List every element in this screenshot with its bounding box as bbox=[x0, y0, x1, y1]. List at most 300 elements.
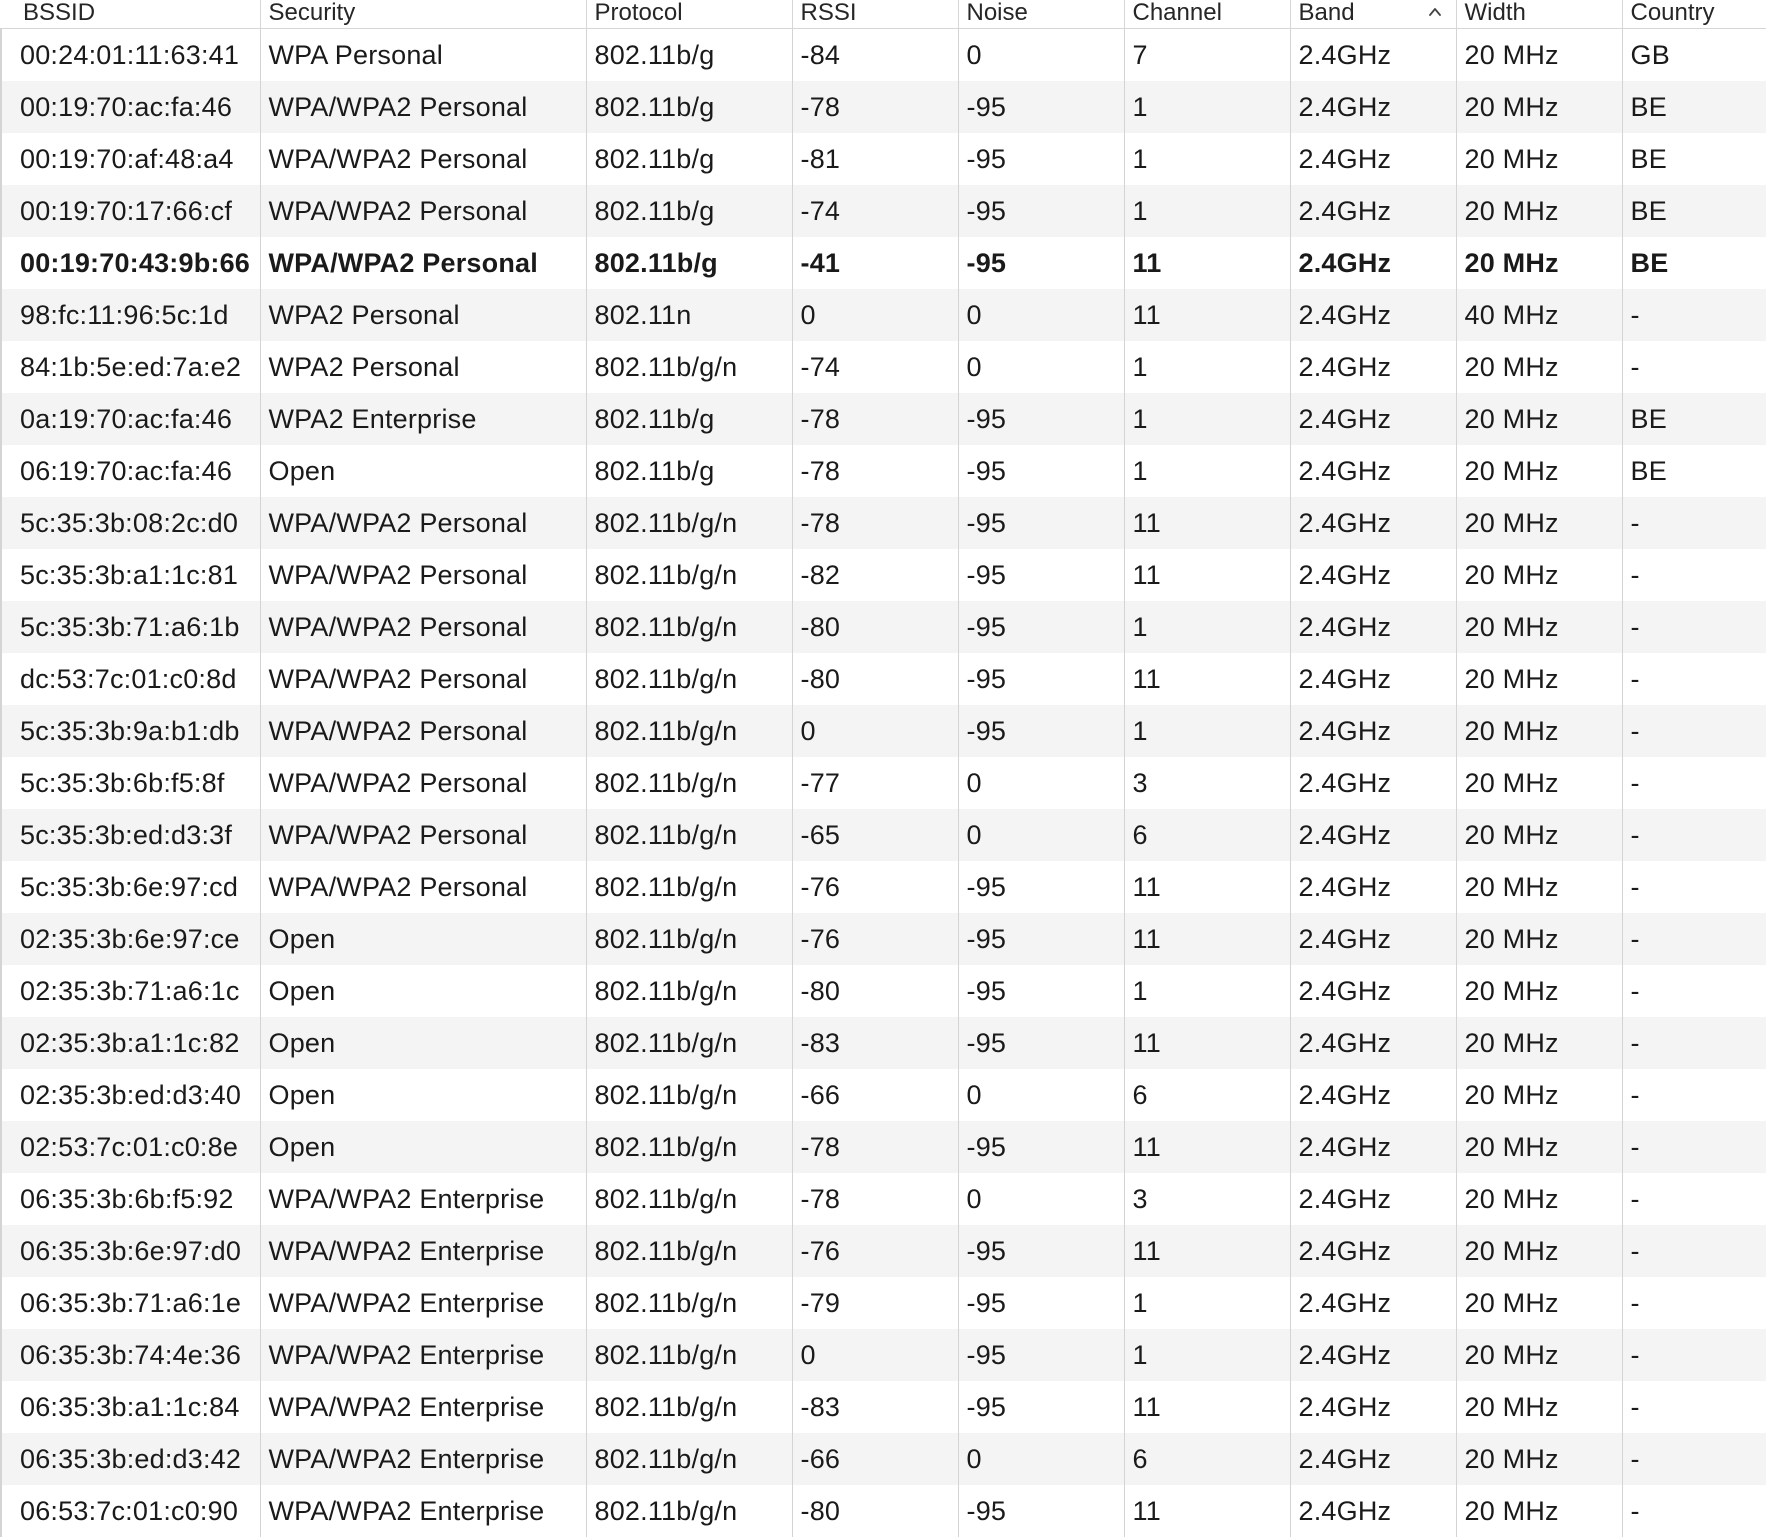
cell-protocol: 802.11b/g/n bbox=[586, 341, 792, 393]
cell-channel: 11 bbox=[1124, 1121, 1290, 1173]
cell-width: 20 MHz bbox=[1456, 913, 1622, 965]
cell-protocol: 802.11b/g/n bbox=[586, 705, 792, 757]
cell-width: 20 MHz bbox=[1456, 1225, 1622, 1277]
cell-width: 40 MHz bbox=[1456, 289, 1622, 341]
cell-bssid: 06:35:3b:6e:97:d0 bbox=[1, 1225, 260, 1277]
column-header-label: Security bbox=[268, 0, 356, 26]
cell-noise: 0 bbox=[958, 1173, 1124, 1225]
cell-bssid: 02:35:3b:a1:1c:82 bbox=[1, 1017, 260, 1069]
cell-protocol: 802.11b/g/n bbox=[586, 497, 792, 549]
cell-noise: -95 bbox=[958, 133, 1124, 185]
cell-width: 20 MHz bbox=[1456, 29, 1622, 82]
cell-band: 2.4GHz bbox=[1290, 1277, 1456, 1329]
cell-bssid: 02:35:3b:6e:97:ce bbox=[1, 913, 260, 965]
cell-width: 20 MHz bbox=[1456, 861, 1622, 913]
cell-noise: -95 bbox=[958, 1225, 1124, 1277]
column-header-bssid[interactable] bbox=[1, 0, 260, 29]
cell-width: 20 MHz bbox=[1456, 1121, 1622, 1173]
cell-noise: -95 bbox=[958, 1277, 1124, 1329]
cell-width: 20 MHz bbox=[1456, 81, 1622, 133]
cell-channel: 6 bbox=[1124, 1433, 1290, 1485]
cell-noise: -95 bbox=[958, 1329, 1124, 1381]
table-row[interactable] bbox=[1, 1433, 1766, 1485]
cell-protocol: 802.11b/g/n bbox=[586, 757, 792, 809]
cell-protocol: 802.11b/g/n bbox=[586, 1433, 792, 1485]
cell-channel: 1 bbox=[1124, 705, 1290, 757]
cell-width: 20 MHz bbox=[1456, 393, 1622, 445]
cell-width: 20 MHz bbox=[1456, 757, 1622, 809]
cell-band: 2.4GHz bbox=[1290, 1017, 1456, 1069]
cell-country: - bbox=[1622, 1225, 1766, 1277]
table-row[interactable] bbox=[1, 965, 1766, 1017]
cell-rssi: -74 bbox=[792, 185, 958, 237]
table-row[interactable] bbox=[1, 1225, 1766, 1277]
chevron-up-icon[interactable] bbox=[1428, 5, 1442, 19]
cell-security: Open bbox=[260, 913, 586, 965]
cell-channel: 1 bbox=[1124, 133, 1290, 185]
cell-rssi: -82 bbox=[792, 549, 958, 601]
table-row[interactable] bbox=[1, 1329, 1766, 1381]
cell-protocol: 802.11b/g bbox=[586, 133, 792, 185]
column-header-country[interactable] bbox=[1622, 0, 1766, 29]
cell-width: 20 MHz bbox=[1456, 1329, 1622, 1381]
table-row[interactable] bbox=[1, 1381, 1766, 1433]
cell-security: WPA/WPA2 Personal bbox=[260, 653, 586, 705]
cell-rssi: -74 bbox=[792, 341, 958, 393]
cell-width: 20 MHz bbox=[1456, 1277, 1622, 1329]
cell-bssid: 5c:35:3b:ed:d3:3f bbox=[1, 809, 260, 861]
cell-bssid: 06:35:3b:a1:1c:84 bbox=[1, 1381, 260, 1433]
cell-rssi: -80 bbox=[792, 1485, 958, 1537]
cell-country: - bbox=[1622, 289, 1766, 341]
cell-bssid: 00:19:70:ac:fa:46 bbox=[1, 81, 260, 133]
cell-bssid: 00:24:01:11:63:41 bbox=[1, 29, 260, 82]
cell-rssi: 0 bbox=[792, 289, 958, 341]
cell-width: 20 MHz bbox=[1456, 809, 1622, 861]
cell-band: 2.4GHz bbox=[1290, 913, 1456, 965]
cell-width: 20 MHz bbox=[1456, 445, 1622, 497]
cell-band: 2.4GHz bbox=[1290, 1485, 1456, 1537]
cell-protocol: 802.11b/g/n bbox=[586, 1381, 792, 1433]
table-row[interactable] bbox=[1, 705, 1766, 757]
cell-channel: 11 bbox=[1124, 1381, 1290, 1433]
column-header-security[interactable] bbox=[260, 0, 586, 29]
cell-rssi: -78 bbox=[792, 497, 958, 549]
cell-security: WPA/WPA2 Personal bbox=[260, 861, 586, 913]
table-body bbox=[1, 29, 1766, 1538]
cell-rssi: -66 bbox=[792, 1069, 958, 1121]
cell-country: - bbox=[1622, 1121, 1766, 1173]
column-header-label: Protocol bbox=[594, 0, 683, 26]
cell-bssid: 06:53:7c:01:c0:90 bbox=[1, 1485, 260, 1537]
cell-protocol: 802.11b/g/n bbox=[586, 1485, 792, 1537]
cell-security: WPA/WPA2 Enterprise bbox=[260, 1225, 586, 1277]
cell-noise: 0 bbox=[958, 289, 1124, 341]
cell-country: - bbox=[1622, 965, 1766, 1017]
cell-channel: 11 bbox=[1124, 1225, 1290, 1277]
cell-security: WPA/WPA2 Personal bbox=[260, 757, 586, 809]
cell-noise: -95 bbox=[958, 445, 1124, 497]
cell-security: WPA/WPA2 Personal bbox=[260, 705, 586, 757]
cell-channel: 11 bbox=[1124, 861, 1290, 913]
cell-security: WPA/WPA2 Personal bbox=[260, 809, 586, 861]
cell-security: WPA/WPA2 Enterprise bbox=[260, 1329, 586, 1381]
cell-band: 2.4GHz bbox=[1290, 809, 1456, 861]
cell-protocol: 802.11b/g/n bbox=[586, 809, 792, 861]
cell-channel: 6 bbox=[1124, 809, 1290, 861]
cell-width: 20 MHz bbox=[1456, 653, 1622, 705]
cell-noise: 0 bbox=[958, 29, 1124, 82]
cell-bssid: 00:19:70:af:48:a4 bbox=[1, 133, 260, 185]
cell-security: WPA/WPA2 Personal bbox=[260, 497, 586, 549]
cell-security: WPA/WPA2 Personal bbox=[260, 133, 586, 185]
cell-rssi: -78 bbox=[792, 393, 958, 445]
cell-security: WPA/WPA2 Personal bbox=[260, 185, 586, 237]
cell-noise: -95 bbox=[958, 497, 1124, 549]
table-row[interactable] bbox=[1, 1173, 1766, 1225]
cell-channel: 1 bbox=[1124, 1277, 1290, 1329]
column-header-label: Noise bbox=[966, 0, 1028, 26]
cell-channel: 11 bbox=[1124, 497, 1290, 549]
column-header-label: Width bbox=[1464, 0, 1526, 26]
cell-channel: 11 bbox=[1124, 1485, 1290, 1537]
table-row[interactable] bbox=[1, 757, 1766, 809]
cell-band: 2.4GHz bbox=[1290, 289, 1456, 341]
cell-bssid: 5c:35:3b:a1:1c:81 bbox=[1, 549, 260, 601]
cell-channel: 1 bbox=[1124, 965, 1290, 1017]
cell-country: - bbox=[1622, 1433, 1766, 1485]
cell-country: BE bbox=[1622, 393, 1766, 445]
cell-width: 20 MHz bbox=[1456, 549, 1622, 601]
cell-band: 2.4GHz bbox=[1290, 237, 1456, 289]
cell-rssi: -78 bbox=[792, 1121, 958, 1173]
cell-channel: 1 bbox=[1124, 1329, 1290, 1381]
column-header-label: Channel bbox=[1132, 0, 1222, 26]
cell-security: WPA/WPA2 Enterprise bbox=[260, 1485, 586, 1537]
column-header-protocol[interactable] bbox=[586, 0, 792, 29]
cell-country: - bbox=[1622, 861, 1766, 913]
cell-channel: 6 bbox=[1124, 1069, 1290, 1121]
column-header-label: Country bbox=[1630, 0, 1715, 26]
cell-bssid: dc:53:7c:01:c0:8d bbox=[1, 653, 260, 705]
cell-band: 2.4GHz bbox=[1290, 1069, 1456, 1121]
cell-security: Open bbox=[260, 965, 586, 1017]
cell-security: WPA/WPA2 Enterprise bbox=[260, 1277, 586, 1329]
table-row[interactable] bbox=[1, 809, 1766, 861]
cell-rssi: -84 bbox=[792, 29, 958, 82]
cell-noise: -95 bbox=[958, 861, 1124, 913]
cell-rssi: -80 bbox=[792, 601, 958, 653]
cell-country: BE bbox=[1622, 81, 1766, 133]
header-row bbox=[1, 0, 1766, 29]
cell-bssid: 06:35:3b:ed:d3:42 bbox=[1, 1433, 260, 1485]
cell-channel: 3 bbox=[1124, 1173, 1290, 1225]
cell-security: WPA Personal bbox=[260, 29, 586, 82]
table-row[interactable] bbox=[1, 497, 1766, 549]
table-row[interactable] bbox=[1, 29, 1766, 82]
cell-rssi: -81 bbox=[792, 133, 958, 185]
cell-bssid: 02:35:3b:71:a6:1c bbox=[1, 965, 260, 1017]
cell-channel: 1 bbox=[1124, 601, 1290, 653]
cell-noise: -95 bbox=[958, 549, 1124, 601]
table-row[interactable] bbox=[1, 861, 1766, 913]
cell-country: - bbox=[1622, 653, 1766, 705]
table-row[interactable] bbox=[1, 185, 1766, 237]
cell-channel: 11 bbox=[1124, 1017, 1290, 1069]
cell-bssid: 5c:35:3b:6e:97:cd bbox=[1, 861, 260, 913]
cell-band: 2.4GHz bbox=[1290, 705, 1456, 757]
cell-bssid: 02:35:3b:ed:d3:40 bbox=[1, 1069, 260, 1121]
cell-rssi: -76 bbox=[792, 913, 958, 965]
column-header-rssi[interactable] bbox=[792, 0, 958, 29]
cell-country: BE bbox=[1622, 237, 1766, 289]
cell-bssid: 06:35:3b:74:4e:36 bbox=[1, 1329, 260, 1381]
cell-noise: -95 bbox=[958, 601, 1124, 653]
cell-band: 2.4GHz bbox=[1290, 185, 1456, 237]
cell-band: 2.4GHz bbox=[1290, 81, 1456, 133]
column-header-label: RSSI bbox=[800, 0, 857, 26]
cell-security: WPA/WPA2 Personal bbox=[260, 81, 586, 133]
cell-security: WPA2 Enterprise bbox=[260, 393, 586, 445]
cell-width: 20 MHz bbox=[1456, 133, 1622, 185]
cell-width: 20 MHz bbox=[1456, 497, 1622, 549]
table-row[interactable] bbox=[1, 653, 1766, 705]
cell-bssid: 00:19:70:43:9b:66 bbox=[1, 237, 260, 289]
cell-band: 2.4GHz bbox=[1290, 1121, 1456, 1173]
cell-width: 20 MHz bbox=[1456, 601, 1622, 653]
cell-country: BE bbox=[1622, 445, 1766, 497]
cell-channel: 11 bbox=[1124, 653, 1290, 705]
cell-band: 2.4GHz bbox=[1290, 1225, 1456, 1277]
cell-bssid: 06:19:70:ac:fa:46 bbox=[1, 445, 260, 497]
cell-band: 2.4GHz bbox=[1290, 1381, 1456, 1433]
table-row[interactable] bbox=[1, 601, 1766, 653]
cell-security: Open bbox=[260, 1121, 586, 1173]
table-row[interactable] bbox=[1, 913, 1766, 965]
cell-country: - bbox=[1622, 1485, 1766, 1537]
table-row[interactable] bbox=[1, 237, 1766, 289]
cell-channel: 11 bbox=[1124, 237, 1290, 289]
cell-channel: 1 bbox=[1124, 341, 1290, 393]
table-row[interactable] bbox=[1, 289, 1766, 341]
cell-country: - bbox=[1622, 757, 1766, 809]
cell-country: - bbox=[1622, 601, 1766, 653]
cell-security: Open bbox=[260, 1069, 586, 1121]
cell-band: 2.4GHz bbox=[1290, 757, 1456, 809]
cell-security: WPA/WPA2 Personal bbox=[260, 237, 586, 289]
cell-bssid: 84:1b:5e:ed:7a:e2 bbox=[1, 341, 260, 393]
table-row[interactable] bbox=[1, 1277, 1766, 1329]
cell-band: 2.4GHz bbox=[1290, 29, 1456, 82]
cell-width: 20 MHz bbox=[1456, 1485, 1622, 1537]
cell-width: 20 MHz bbox=[1456, 1381, 1622, 1433]
cell-channel: 1 bbox=[1124, 81, 1290, 133]
table-row[interactable] bbox=[1, 1017, 1766, 1069]
cell-bssid: 0a:19:70:ac:fa:46 bbox=[1, 393, 260, 445]
cell-width: 20 MHz bbox=[1456, 1069, 1622, 1121]
cell-noise: -95 bbox=[958, 1017, 1124, 1069]
cell-bssid: 5c:35:3b:71:a6:1b bbox=[1, 601, 260, 653]
cell-rssi: -78 bbox=[792, 1173, 958, 1225]
cell-protocol: 802.11b/g/n bbox=[586, 1225, 792, 1277]
column-header-label: Band bbox=[1298, 0, 1355, 26]
column-header-width[interactable] bbox=[1456, 0, 1622, 29]
cell-noise: 0 bbox=[958, 341, 1124, 393]
cell-bssid: 06:35:3b:6b:f5:92 bbox=[1, 1173, 260, 1225]
cell-band: 2.4GHz bbox=[1290, 445, 1456, 497]
table-row[interactable] bbox=[1, 445, 1766, 497]
cell-rssi: -83 bbox=[792, 1017, 958, 1069]
cell-rssi: -41 bbox=[792, 237, 958, 289]
cell-band: 2.4GHz bbox=[1290, 393, 1456, 445]
cell-bssid: 5c:35:3b:08:2c:d0 bbox=[1, 497, 260, 549]
cell-protocol: 802.11b/g bbox=[586, 393, 792, 445]
cell-channel: 1 bbox=[1124, 445, 1290, 497]
cell-country: - bbox=[1622, 1017, 1766, 1069]
cell-country: - bbox=[1622, 1173, 1766, 1225]
cell-protocol: 802.11b/g/n bbox=[586, 1069, 792, 1121]
column-header-noise[interactable] bbox=[958, 0, 1124, 29]
cell-band: 2.4GHz bbox=[1290, 341, 1456, 393]
cell-channel: 11 bbox=[1124, 289, 1290, 341]
cell-security: Open bbox=[260, 445, 586, 497]
cell-country: - bbox=[1622, 1277, 1766, 1329]
cell-country: - bbox=[1622, 913, 1766, 965]
cell-noise: -95 bbox=[958, 81, 1124, 133]
table-row[interactable] bbox=[1, 341, 1766, 393]
cell-band: 2.4GHz bbox=[1290, 861, 1456, 913]
cell-bssid: 02:53:7c:01:c0:8e bbox=[1, 1121, 260, 1173]
cell-width: 20 MHz bbox=[1456, 341, 1622, 393]
cell-band: 2.4GHz bbox=[1290, 1433, 1456, 1485]
cell-protocol: 802.11b/g bbox=[586, 81, 792, 133]
cell-protocol: 802.11b/g/n bbox=[586, 1277, 792, 1329]
cell-band: 2.4GHz bbox=[1290, 965, 1456, 1017]
cell-width: 20 MHz bbox=[1456, 1433, 1622, 1485]
cell-channel: 7 bbox=[1124, 29, 1290, 82]
cell-protocol: 802.11n bbox=[586, 289, 792, 341]
table-header bbox=[1, 0, 1766, 29]
cell-noise: -95 bbox=[958, 965, 1124, 1017]
cell-noise: -95 bbox=[958, 1381, 1124, 1433]
column-header-channel[interactable] bbox=[1124, 0, 1290, 29]
cell-rssi: -78 bbox=[792, 81, 958, 133]
cell-band: 2.4GHz bbox=[1290, 653, 1456, 705]
cell-rssi: -65 bbox=[792, 809, 958, 861]
cell-protocol: 802.11b/g bbox=[586, 29, 792, 82]
column-header-band[interactable] bbox=[1290, 0, 1456, 29]
cell-bssid: 06:35:3b:71:a6:1e bbox=[1, 1277, 260, 1329]
cell-bssid: 98:fc:11:96:5c:1d bbox=[1, 289, 260, 341]
cell-country: - bbox=[1622, 497, 1766, 549]
cell-rssi: -76 bbox=[792, 1225, 958, 1277]
cell-country: - bbox=[1622, 1069, 1766, 1121]
column-header-label: BSSID bbox=[23, 0, 96, 26]
cell-rssi: -83 bbox=[792, 1381, 958, 1433]
cell-band: 2.4GHz bbox=[1290, 601, 1456, 653]
cell-width: 20 MHz bbox=[1456, 237, 1622, 289]
table-row[interactable] bbox=[1, 1121, 1766, 1173]
cell-protocol: 802.11b/g/n bbox=[586, 1017, 792, 1069]
cell-security: WPA/WPA2 Personal bbox=[260, 549, 586, 601]
cell-bssid: 00:19:70:17:66:cf bbox=[1, 185, 260, 237]
table-row[interactable] bbox=[1, 393, 1766, 445]
cell-country: - bbox=[1622, 809, 1766, 861]
table-row[interactable] bbox=[1, 549, 1766, 601]
cell-width: 20 MHz bbox=[1456, 1017, 1622, 1069]
cell-country: GB bbox=[1622, 29, 1766, 82]
cell-noise: -95 bbox=[958, 237, 1124, 289]
cell-security: WPA2 Personal bbox=[260, 289, 586, 341]
cell-band: 2.4GHz bbox=[1290, 1329, 1456, 1381]
cell-noise: 0 bbox=[958, 757, 1124, 809]
cell-width: 20 MHz bbox=[1456, 185, 1622, 237]
cell-bssid: 5c:35:3b:9a:b1:db bbox=[1, 705, 260, 757]
cell-security: Open bbox=[260, 1017, 586, 1069]
cell-protocol: 802.11b/g/n bbox=[586, 913, 792, 965]
cell-band: 2.4GHz bbox=[1290, 1173, 1456, 1225]
table-row[interactable] bbox=[1, 1069, 1766, 1121]
cell-width: 20 MHz bbox=[1456, 1173, 1622, 1225]
cell-rssi: -76 bbox=[792, 861, 958, 913]
cell-protocol: 802.11b/g bbox=[586, 237, 792, 289]
cell-protocol: 802.11b/g/n bbox=[586, 549, 792, 601]
cell-country: BE bbox=[1622, 185, 1766, 237]
table-row[interactable] bbox=[1, 81, 1766, 133]
cell-protocol: 802.11b/g/n bbox=[586, 861, 792, 913]
cell-protocol: 802.11b/g bbox=[586, 445, 792, 497]
cell-noise: 0 bbox=[958, 1433, 1124, 1485]
cell-noise: 0 bbox=[958, 809, 1124, 861]
cell-band: 2.4GHz bbox=[1290, 497, 1456, 549]
cell-rssi: -80 bbox=[792, 653, 958, 705]
cell-security: WPA/WPA2 Personal bbox=[260, 601, 586, 653]
cell-band: 2.4GHz bbox=[1290, 133, 1456, 185]
cell-rssi: -79 bbox=[792, 1277, 958, 1329]
cell-bssid: 5c:35:3b:6b:f5:8f bbox=[1, 757, 260, 809]
cell-noise: -95 bbox=[958, 653, 1124, 705]
cell-security: WPA/WPA2 Enterprise bbox=[260, 1381, 586, 1433]
cell-noise: -95 bbox=[958, 1485, 1124, 1537]
table-row[interactable] bbox=[1, 133, 1766, 185]
cell-noise: -95 bbox=[958, 185, 1124, 237]
cell-security: WPA2 Personal bbox=[260, 341, 586, 393]
cell-rssi: -80 bbox=[792, 965, 958, 1017]
cell-country: - bbox=[1622, 1329, 1766, 1381]
cell-security: WPA/WPA2 Enterprise bbox=[260, 1173, 586, 1225]
cell-noise: 0 bbox=[958, 1069, 1124, 1121]
cell-rssi: -78 bbox=[792, 445, 958, 497]
cell-country: - bbox=[1622, 1381, 1766, 1433]
cell-band: 2.4GHz bbox=[1290, 549, 1456, 601]
cell-security: WPA/WPA2 Enterprise bbox=[260, 1433, 586, 1485]
cell-channel: 1 bbox=[1124, 393, 1290, 445]
table-row[interactable] bbox=[1, 1485, 1766, 1537]
cell-protocol: 802.11b/g bbox=[586, 185, 792, 237]
cell-noise: -95 bbox=[958, 705, 1124, 757]
cell-country: - bbox=[1622, 549, 1766, 601]
cell-protocol: 802.11b/g/n bbox=[586, 965, 792, 1017]
cell-noise: -95 bbox=[958, 393, 1124, 445]
cell-rssi: 0 bbox=[792, 705, 958, 757]
cell-width: 20 MHz bbox=[1456, 705, 1622, 757]
cell-channel: 11 bbox=[1124, 913, 1290, 965]
cell-rssi: -77 bbox=[792, 757, 958, 809]
cell-channel: 1 bbox=[1124, 185, 1290, 237]
cell-country: - bbox=[1622, 705, 1766, 757]
cell-noise: -95 bbox=[958, 1121, 1124, 1173]
cell-country: BE bbox=[1622, 133, 1766, 185]
